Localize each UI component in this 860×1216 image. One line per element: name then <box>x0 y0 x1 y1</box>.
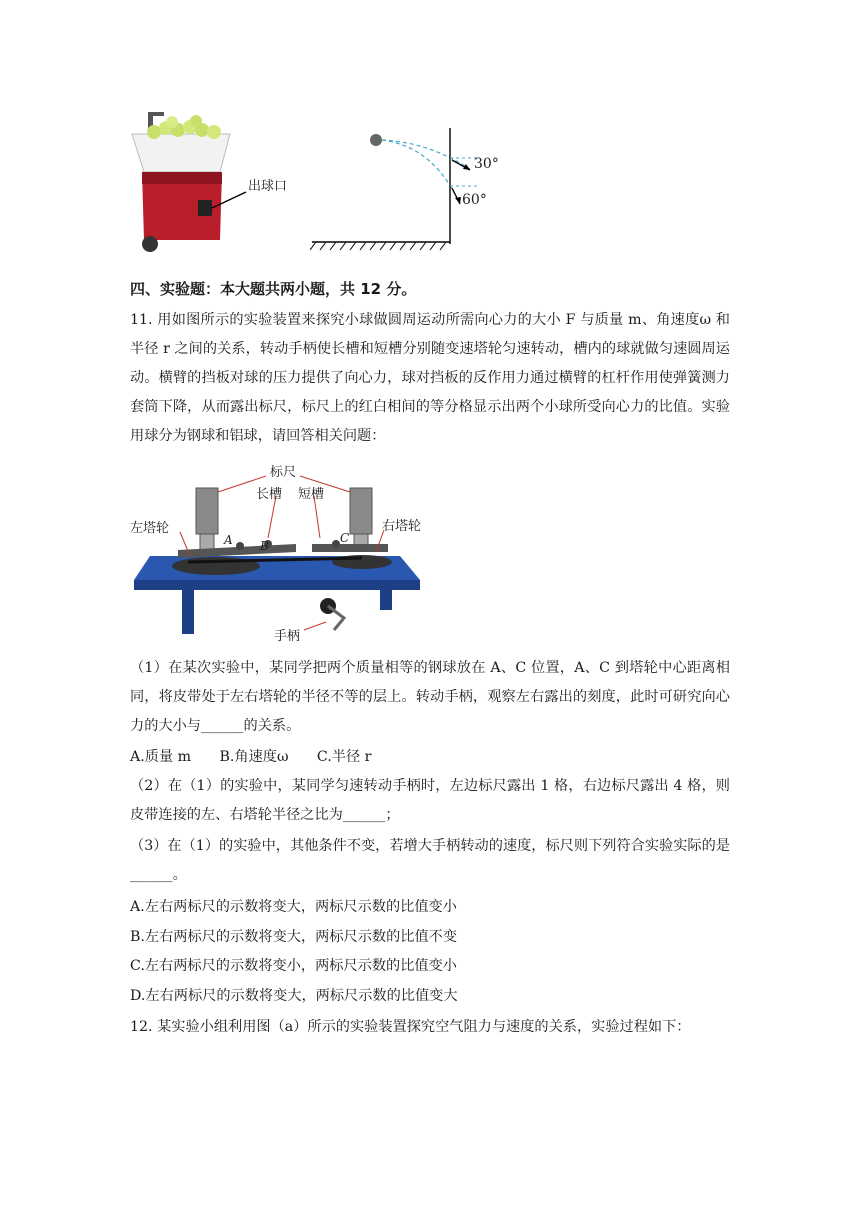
crank-handle <box>328 606 344 630</box>
ruler-label: 标尺 <box>270 465 297 480</box>
q11-part1-options: A.质量 m B.角速度ω C.半径 r <box>130 749 372 765</box>
position-b-label: B <box>260 539 269 553</box>
q11-option-a: A.左右两标尺的示数将变大，两标尺示数的比值变小 <box>130 899 457 915</box>
ground-hatching <box>310 242 446 250</box>
arrowhead-60 <box>455 197 461 204</box>
machine-collar <box>142 172 222 184</box>
right-tower-wheel-label: 右塔轮 <box>382 519 422 534</box>
position-a-label: A <box>224 533 233 547</box>
trajectory-lower <box>382 140 456 196</box>
machine-wheel <box>142 236 158 252</box>
q11-option-b: B.左右两标尺的示数将变大，两标尺示数的比值不变 <box>130 929 458 945</box>
projectile-angle-figure <box>310 124 520 256</box>
position-c-label: C <box>340 531 350 545</box>
table-edge <box>134 580 420 590</box>
outlet-label: 出球口 <box>248 179 288 194</box>
q11-option-c: C.左右两标尺的示数将变小，两标尺示数的比值变小 <box>130 958 457 974</box>
long-groove-label: 长槽 <box>256 487 283 502</box>
ball-c-shape <box>332 540 340 548</box>
ball <box>370 134 382 146</box>
centripetal-apparatus-figure <box>128 458 438 648</box>
angle-30-label: 30° <box>474 156 499 172</box>
table-leg-left <box>182 590 194 634</box>
left-spring <box>200 534 214 550</box>
ball-machine-figure <box>128 108 328 256</box>
machine-handle-top <box>148 112 164 116</box>
angle-60-label: 60° <box>462 192 487 208</box>
ball-a-shape <box>236 542 244 550</box>
table-leg-right <box>380 590 392 610</box>
ball-outlet <box>198 200 212 216</box>
left-sleeve <box>196 488 218 534</box>
trajectory-upper <box>382 140 470 169</box>
ball-hopper <box>132 134 230 172</box>
section-title: 四、实验题：本大题共两小题，共 12 分。 <box>130 280 417 298</box>
short-groove-label: 短槽 <box>298 487 325 502</box>
right-sleeve <box>350 488 372 534</box>
q11-part3: （3）在（1）的实验中，其他条件不变，若增大手柄转动的速度，标尺则下列符合实验实际的是______。 <box>130 838 730 883</box>
q11-option-d: D.左右两标尺的示数将变大，两标尺示数的比值变大 <box>130 988 458 1004</box>
q11-intro: 11. 用如图所示的实验装置来探究小球做圆周运动所需向心力的大小 F 与质量 m、角速度ω 和半径 r 之间的关系，转动手柄使长槽和短槽分别随变速塔轮匀速转动，槽内的球就做匀速圆周运动。横臂的挡板对球的压力提供了向心力，球对挡板的反作用力通过横臂的杠杆作用使弹簧测力套筒下降，从而露出标尺，标尺上的红白相间的等分格显示出两个小球所受向心力的比值。实验用球分为钢球和铝球，请回答相关问题： <box>130 312 730 444</box>
left-tower-wheel-label: 左塔轮 <box>130 521 170 536</box>
handle-label: 手柄 <box>274 629 301 644</box>
q12-intro: 12. 某实验小组利用图（a）所示的实验装置探究空气阻力与速度的关系，实验过程如下： <box>130 1019 691 1035</box>
q11-part2: （2）在（1）的实验中，某同学匀速转动手柄时，左边标尺露出 1 格，右边标尺露出 4 格，则皮带连接的左、右塔轮半径之比为______； <box>130 778 730 823</box>
q11-part1: （1）在某次实验中，某同学把两个质量相等的钢球放在 A、C 位置，A、C 到塔轮中心距离相同，将皮带处于左右塔轮的半径不等的层上。转动手柄，观察左右露出的刻度，此时可研究向心力的大小与______的关系。 <box>130 660 730 734</box>
